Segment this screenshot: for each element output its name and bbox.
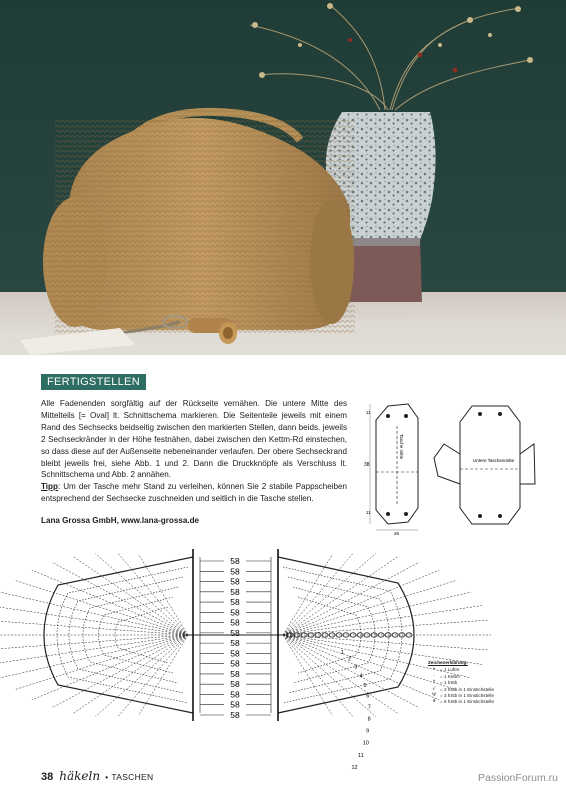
stitch-spoke	[52, 562, 188, 635]
row-label: 58	[230, 668, 240, 679]
round-number: 2	[348, 656, 352, 663]
tip-label: Tipp	[41, 482, 58, 491]
tip-text: : Um der Tasche mehr Stand zu verleihen, können Sie 2 stabile Pappscheiben entsprechend der Sechsecke zuschneiden und seitlich in die Tasche stellen.	[41, 482, 347, 503]
cutting-schematic	[360, 396, 535, 536]
stitch-spoke	[283, 554, 333, 635]
crochet-bag-photo-icon	[0, 0, 566, 355]
center-label: Tasche mitte	[399, 434, 404, 460]
legend-title: Zeichenerklärung:	[428, 660, 468, 665]
round-number: 4	[359, 673, 363, 680]
legend-item: † = 1 hStb	[428, 680, 528, 686]
round-number: 11	[358, 752, 364, 759]
two-hdc-icon: √	[432, 686, 436, 692]
row-label: 58	[230, 617, 240, 628]
stitch-spoke	[283, 592, 471, 635]
row-label: 58	[230, 597, 240, 608]
footer-bullet: •	[105, 772, 109, 782]
crochet-chart-svg	[38, 545, 428, 772]
row-label: 58	[230, 576, 240, 587]
round-number: 9	[366, 728, 370, 735]
stitch-spoke	[138, 554, 188, 635]
schematic-svg	[360, 396, 535, 536]
round-number: 12	[351, 765, 358, 772]
three-hdc-icon: Ψ	[432, 693, 436, 699]
row-label: 58	[230, 556, 240, 566]
round-number: 6	[366, 693, 370, 700]
row-label: 58	[230, 586, 240, 597]
row-label: 58	[230, 627, 240, 638]
stitch-spoke	[0, 620, 188, 635]
legend-item: Ψ = 3 hStb in 1 Einstichstelle	[428, 693, 528, 699]
stitch-spoke	[283, 553, 376, 635]
bottom-center-label: Untere Taschenmitte	[473, 458, 515, 463]
row-label: 58	[230, 679, 240, 690]
legend-item: √ = 2 hStb in 1 Einstichstelle	[428, 687, 528, 693]
stitch-spoke	[283, 635, 333, 716]
row-label: 58	[230, 689, 240, 700]
product-photo	[0, 0, 566, 355]
round-number: 3	[354, 664, 358, 671]
page-number: 38	[41, 771, 54, 783]
symbol-legend	[428, 660, 528, 706]
stitch-spoke	[283, 606, 482, 635]
crochet-chart	[38, 545, 428, 772]
footer-section: TASCHEN	[111, 772, 154, 782]
row-label: 58	[230, 658, 240, 669]
stitch-spoke	[0, 592, 188, 635]
watermark: PassionForum.ru	[478, 772, 558, 784]
row-label: 58	[230, 699, 240, 710]
tip-paragraph	[41, 481, 347, 505]
legend-item: • = 1 Luftm	[428, 667, 528, 673]
stitch-spoke	[95, 553, 188, 635]
row-label: 58	[230, 566, 240, 577]
dim-top: 11	[366, 410, 371, 415]
row-label: 58	[230, 710, 240, 720]
legend-item: ⋔ = 6 hStb in 1 Einstichstelle	[428, 699, 528, 705]
section-heading: FERTIGSTELLEN	[41, 374, 146, 390]
dim-bottom: 11	[366, 510, 371, 515]
row-label: 58	[230, 648, 240, 659]
round-number: 7	[367, 704, 371, 711]
legend-item: · = 1 Kettm	[428, 674, 528, 680]
chain-stitch-icon: •	[432, 667, 436, 673]
half-double-icon: †	[432, 680, 436, 686]
stitch-spoke	[283, 553, 354, 635]
stitch-spoke	[0, 635, 188, 650]
finishing-instructions: Alle Fadenenden sorgfältig auf der Rückseite vernähen. Die untere Mitte des Mittelteils [= Oval] lt. Schnittschema markieren. Die Seitenteile jeweils mit einem Rand des Sechsecks beidseitig zwischen den markierten Stellen, dann beids. jeweils 2 Sechseckränder in der Höhe festnähen, dabei zwischen den Kettm-Rd einstechen, so dass diese auf der Außenseite nebeneinander verlaufen. Der obere Sechseckrand bleibt jeweils frei, siehe Abb. 1 und 2. Dann die Druckknöpfe als Verschluss lt. Schnittschema und Abb. 2 annähen.	[41, 399, 347, 480]
page-footer	[41, 769, 153, 783]
stitch-spoke	[52, 635, 188, 708]
stitch-spoke	[95, 635, 188, 717]
stitch-spoke	[283, 635, 354, 717]
dim-width: 26	[394, 531, 400, 536]
stitch-spoke	[0, 635, 188, 664]
stitch-spoke	[0, 606, 188, 635]
stitch-spoke	[0, 635, 188, 678]
round-number: 5	[363, 683, 367, 690]
magazine-name: häkeln	[59, 769, 101, 783]
slip-stitch-icon: ·	[433, 673, 435, 679]
dim-height: 38	[364, 462, 370, 468]
round-number: 8	[367, 716, 371, 723]
round-number: 1	[340, 649, 345, 656]
round-number: 10	[362, 740, 369, 747]
six-hdc-icon: ⋔	[432, 699, 436, 705]
credit-line: Lana Grossa GmbH, www.lana-grossa.de	[41, 516, 200, 525]
row-label: 58	[230, 607, 240, 618]
row-label: 58	[230, 638, 240, 649]
